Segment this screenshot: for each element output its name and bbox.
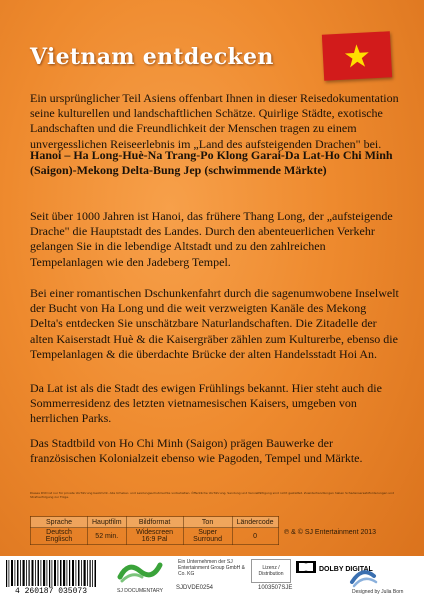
- catalog-number-1: SJDVDE0254: [176, 585, 214, 591]
- company-text: Ein Unternehmen der SJ Entertainment Group GmbH & Co. KG: [178, 559, 245, 577]
- specs-value: Widescreen 16:9 Pal: [126, 528, 183, 545]
- route-paragraph: Hanoi – Ha Long-Huè-Na Trang-Po Klong Garai-Da Lat-Ho Chi Minh (Saigon)-Mekong Delta-Bung Jep (schwimmende Märkte): [30, 148, 393, 178]
- designed-by: Designed by Julia Born: [352, 589, 404, 595]
- sj-documentary-label: SJ DOCUMENTARY: [117, 588, 163, 594]
- dalat-paragraph: Da Lat ist als die Stadt des ewigen Frühlings bekannt. Hier steht auch die Sommerresidenz des letzten vietnamesischen Kaisers, umgeben von herrlichen Parks.: [30, 381, 382, 426]
- dolby-logo-icon: [295, 559, 373, 589]
- dolby-text: DOLBY DIGITAL: [319, 566, 373, 573]
- sj-documentary-logo: [110, 557, 170, 597]
- page-title: Vietnam entdecken: [30, 44, 274, 70]
- specs-header: Ländercode: [232, 517, 278, 528]
- hanoi-paragraph: Seit über 1000 Jahren ist Hanoi, das frühere Thang Long, der „aufsteigende Drache" die Hauptstadt des Landes. Durch den abenteuerlichen Verkehr gelangen Sie in die lebendige Altstadt und zu den zahlreichen Tempelanlagen wie den Jadeberg Tempel.: [30, 209, 393, 269]
- specs-header: Sprache: [31, 517, 88, 528]
- barcode-number: 4 260187 035073: [2, 587, 100, 596]
- fine-print: Dieses DVD ist nur für private Vorführung bestimmt. Alle Urheber- und Leistungsschutzrechte vorbehalten. Öffentliche Vorführung, Sendung und Vervielfältigung sind nicht gestattet. Zuwiderhandlungen haben Schadensersatzforderungen und Strafverfolgung zur Folge.: [30, 491, 395, 499]
- halong-paragraph: Bei einer romantischen Dschunkenfahrt durch die sagenumwobene Inselwelt der Bucht von Ha Long und die weit verzweigten Kanäle des Mekong Delta's entdecken Sie unschätzbare Naturlandschaften. Die Zitadelle der alten Kaiserstadt Huè & die Kaisergräber zählen zum Kulturerbe, ebenso die Tempelanlagen & die überdachte Brücke der alten Handelsstadt Hoi An.: [30, 286, 399, 361]
- specs-header: Hauptfilm: [88, 517, 127, 528]
- specs-value: Deutsch Englisch: [31, 528, 88, 545]
- copyright: ℗ & © SJ Entertainment 2013: [284, 529, 377, 536]
- specs-header: Ton: [183, 517, 232, 528]
- vietnam-flag-icon: [322, 31, 392, 80]
- specs-value: 52 min.: [88, 528, 127, 545]
- catalog-number-2: 1003507SJE: [258, 585, 293, 591]
- sj-logo-icon: [110, 557, 170, 587]
- specs-value-row: [31, 528, 279, 545]
- specs-value: 0: [232, 528, 278, 545]
- intro-paragraph: Ein ursprünglicher Teil Asiens offenbart Ihnen in dieser Reisedokumentation seine kulturellen und landschaftlichen Schätze. Quirlige Städte, exotische Landschaften und die Freundlichkeit der Menschen tragen zu einem unvergesslichen Reiseerlebnis im „Land des aufsteigenden Drachen" bei.: [30, 91, 399, 151]
- saigon-paragraph: Das Stadtbild von Ho Chi Minh (Saigon) prägen Bauwerke der französischen Kolonialzeit ebenso wie Pagoden, Tempel und Märkte.: [30, 436, 363, 466]
- specs-header: Bildformat: [126, 517, 183, 528]
- specs-header-row: [31, 517, 279, 528]
- distribution-label: Lizenz / Distribution: [251, 559, 291, 583]
- specs-table: [30, 516, 279, 545]
- specs-value: Super Surround: [183, 528, 232, 545]
